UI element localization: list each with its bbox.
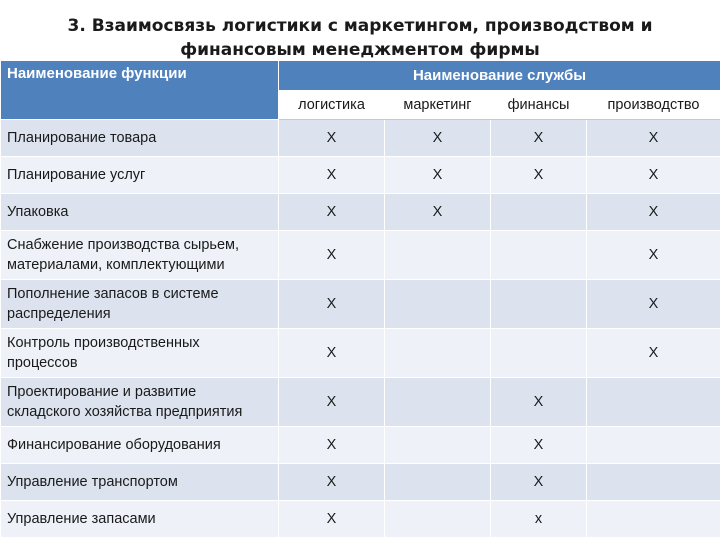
- table-row: [1, 464, 720, 501]
- mark-cell: X: [279, 378, 385, 427]
- service-finance-header: финансы: [491, 91, 587, 120]
- function-name-cell: Пополнение запасов в системе распределения: [1, 280, 279, 329]
- mark-cell: X: [279, 501, 385, 538]
- mark-cell: [385, 280, 491, 329]
- mark-cell: [587, 378, 720, 427]
- mark-cell: [385, 427, 491, 464]
- function-name-cell: Финансирование оборудования: [1, 427, 279, 464]
- mark-cell: [587, 427, 720, 464]
- mark-cell: X: [491, 427, 587, 464]
- table-row: [1, 120, 720, 157]
- mark-cell: [491, 231, 587, 280]
- mark-cell: X: [385, 194, 491, 231]
- mark-cell: [491, 194, 587, 231]
- mark-cell: X: [587, 194, 720, 231]
- function-name-cell: Проектирование и развитие складского хозяйства предприятия: [1, 378, 279, 427]
- function-name-cell: Управление запасами: [1, 501, 279, 538]
- title-line-2: финансовым менеджментом фирмы: [180, 40, 540, 60]
- function-name-cell: Управление транспортом: [1, 464, 279, 501]
- mark-cell: X: [587, 157, 720, 194]
- table-header-row: [1, 61, 720, 91]
- function-name-cell: Планирование услуг: [1, 157, 279, 194]
- service-logistics-header: логистика: [279, 91, 385, 120]
- page-title: [0, 14, 720, 62]
- mark-cell: X: [491, 464, 587, 501]
- mark-cell: X: [279, 280, 385, 329]
- mark-cell: X: [279, 157, 385, 194]
- title-line-1: 3. Взаимосвязь логистики с маркетингом, производством и: [67, 16, 653, 36]
- service-column-header: Наименование службы: [279, 61, 720, 91]
- mark-cell: [385, 231, 491, 280]
- mark-cell: X: [279, 464, 385, 501]
- mark-cell: X: [279, 427, 385, 464]
- mark-cell: [385, 329, 491, 378]
- table-row: [1, 329, 720, 378]
- function-name-cell: Снабжение производства сырьем, материалами, комплектующими: [1, 231, 279, 280]
- mark-cell: X: [279, 231, 385, 280]
- mark-cell: X: [385, 120, 491, 157]
- mark-cell: X: [279, 194, 385, 231]
- function-name-cell: Упаковка: [1, 194, 279, 231]
- mark-cell: [491, 280, 587, 329]
- mark-cell: X: [491, 157, 587, 194]
- table-row: [1, 378, 720, 427]
- table-row: [1, 501, 720, 538]
- service-production-header: производство: [587, 91, 720, 120]
- mark-cell: [385, 501, 491, 538]
- table-row: [1, 194, 720, 231]
- mark-cell: [587, 464, 720, 501]
- service-marketing-header: маркетинг: [385, 91, 491, 120]
- relationship-table: [0, 60, 720, 538]
- function-name-cell: Контроль производственных процессов: [1, 329, 279, 378]
- function-name-cell: Планирование товара: [1, 120, 279, 157]
- function-column-header: Наименование функции: [1, 61, 279, 120]
- mark-cell: x: [491, 501, 587, 538]
- table-row: [1, 231, 720, 280]
- mark-cell: X: [587, 231, 720, 280]
- mark-cell: [587, 501, 720, 538]
- mark-cell: X: [279, 120, 385, 157]
- mark-cell: X: [587, 329, 720, 378]
- mark-cell: X: [385, 157, 491, 194]
- mark-cell: [491, 329, 587, 378]
- mark-cell: X: [587, 120, 720, 157]
- table-row: [1, 157, 720, 194]
- table-row: [1, 427, 720, 464]
- mark-cell: X: [587, 280, 720, 329]
- mark-cell: X: [491, 120, 587, 157]
- mark-cell: [385, 378, 491, 427]
- table-row: [1, 280, 720, 329]
- mark-cell: X: [279, 329, 385, 378]
- mark-cell: X: [491, 378, 587, 427]
- mark-cell: [385, 464, 491, 501]
